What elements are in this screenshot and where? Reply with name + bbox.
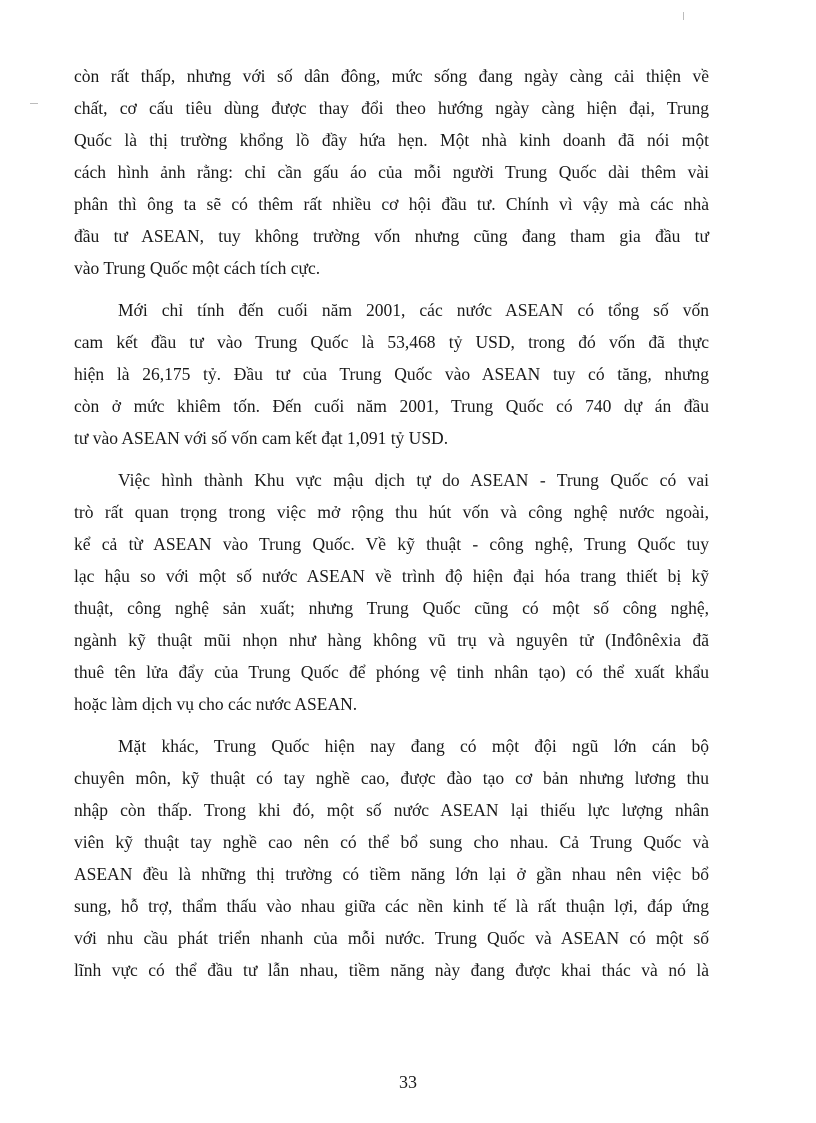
text-line: thuật, công nghệ sản xuất; nhưng Trung Quốc cũng có một số công nghệ, bbox=[74, 598, 709, 618]
text-line: Việc hình thành Khu vực mậu dịch tự do ASEAN - Trung Quốc có vai bbox=[118, 470, 709, 490]
body-text bbox=[74, 60, 709, 986]
text-line: hiện là 26,175 tỷ. Đầu tư của Trung Quốc vào ASEAN tuy có tăng, nhưng bbox=[74, 364, 709, 384]
text-line: Mới chỉ tính đến cuối năm 2001, các nước ASEAN có tổng số vốn bbox=[118, 300, 709, 320]
text-line: Quốc là thị trường khổng lồ đầy hứa hẹn. Một nhà kinh doanh đã nói một bbox=[74, 130, 709, 150]
scan-mark-left bbox=[30, 103, 38, 104]
page-number: 33 bbox=[399, 1072, 417, 1092]
paragraph bbox=[74, 730, 709, 986]
text-line: còn rất thấp, nhưng với số dân đông, mức sống đang ngày càng cải thiện về bbox=[74, 66, 709, 86]
text-line: ASEAN đều là những thị trường có tiềm năng lớn lại ở gần nhau nên việc bổ bbox=[74, 864, 709, 884]
paragraph bbox=[74, 60, 709, 284]
text-line: trò rất quan trọng trong việc mở rộng thu hút vốn và công nghệ nước ngoài, bbox=[74, 502, 709, 522]
text-line: còn ở mức khiêm tốn. Đến cuối năm 2001, Trung Quốc có 740 dự án đầu bbox=[74, 396, 709, 416]
text-line: tư vào ASEAN với số vốn cam kết đạt 1,091 tỷ USD. bbox=[74, 428, 449, 448]
text-line: cam kết đầu tư vào Trung Quốc là 53,468 tỷ USD, trong đó vốn đã thực bbox=[74, 332, 709, 352]
paragraph-gap bbox=[74, 284, 709, 294]
text-line: thuê tên lửa đẩy của Trung Quốc để phóng vệ tinh nhân tạo) có thể xuất khẩu bbox=[74, 662, 709, 682]
text-line: viên kỹ thuật tay nghề cao nên có thể bổ sung cho nhau. Cả Trung Quốc và bbox=[74, 832, 709, 852]
text-line: kể cả từ ASEAN vào Trung Quốc. Về kỹ thuật - công nghệ, Trung Quốc tuy bbox=[74, 534, 709, 554]
text-line: Mặt khác, Trung Quốc hiện nay đang có một đội ngũ lớn cán bộ bbox=[118, 736, 709, 756]
text-line: hoặc làm dịch vụ cho các nước ASEAN. bbox=[74, 694, 358, 714]
paragraph bbox=[74, 464, 709, 720]
scan-mark-top bbox=[683, 12, 684, 20]
text-line: lạc hậu so với một số nước ASEAN về trình độ hiện đại hóa trang thiết bị kỹ bbox=[74, 566, 709, 586]
text-line: với nhu cầu phát triển nhanh của mỗi nước. Trung Quốc và ASEAN có một số bbox=[74, 928, 709, 948]
text-line: cách hình ảnh rằng: chỉ cần gấu áo của mỗi người Trung Quốc dài thêm vài bbox=[74, 162, 709, 182]
text-line: nhập còn thấp. Trong khi đó, một số nước ASEAN lại thiếu lực lượng nhân bbox=[74, 800, 709, 820]
text-line: đầu tư ASEAN, tuy không trường vốn nhưng cũng đang tham gia đầu tư bbox=[74, 226, 709, 246]
text-line: chuyên môn, kỹ thuật có tay nghề cao, được đào tạo cơ bản nhưng lương thu bbox=[74, 768, 709, 788]
paragraph-gap bbox=[74, 454, 709, 464]
text-line: phân thì ông ta sẽ có thêm rất nhiều cơ hội đầu tư. Chính vì vậy mà các nhà bbox=[74, 194, 709, 214]
paragraph bbox=[74, 294, 709, 454]
text-line: sung, hỗ trợ, thẩm thấu vào nhau giữa các nền kinh tế là rất thuận lợi, đáp ứng bbox=[74, 896, 709, 916]
text-line: ngành kỹ thuật mũi nhọn như hàng không vũ trụ và nguyên tử (Inđônêxia đã bbox=[74, 630, 709, 650]
text-line: vào Trung Quốc một cách tích cực. bbox=[74, 258, 321, 278]
text-line: lĩnh vực có thể đầu tư lẫn nhau, tiềm năng này đang được khai thác và nó là bbox=[74, 960, 709, 980]
paragraph-gap bbox=[74, 720, 709, 730]
text-line: chất, cơ cấu tiêu dùng được thay đổi theo hướng ngày càng hiện đại, Trung bbox=[74, 98, 709, 118]
